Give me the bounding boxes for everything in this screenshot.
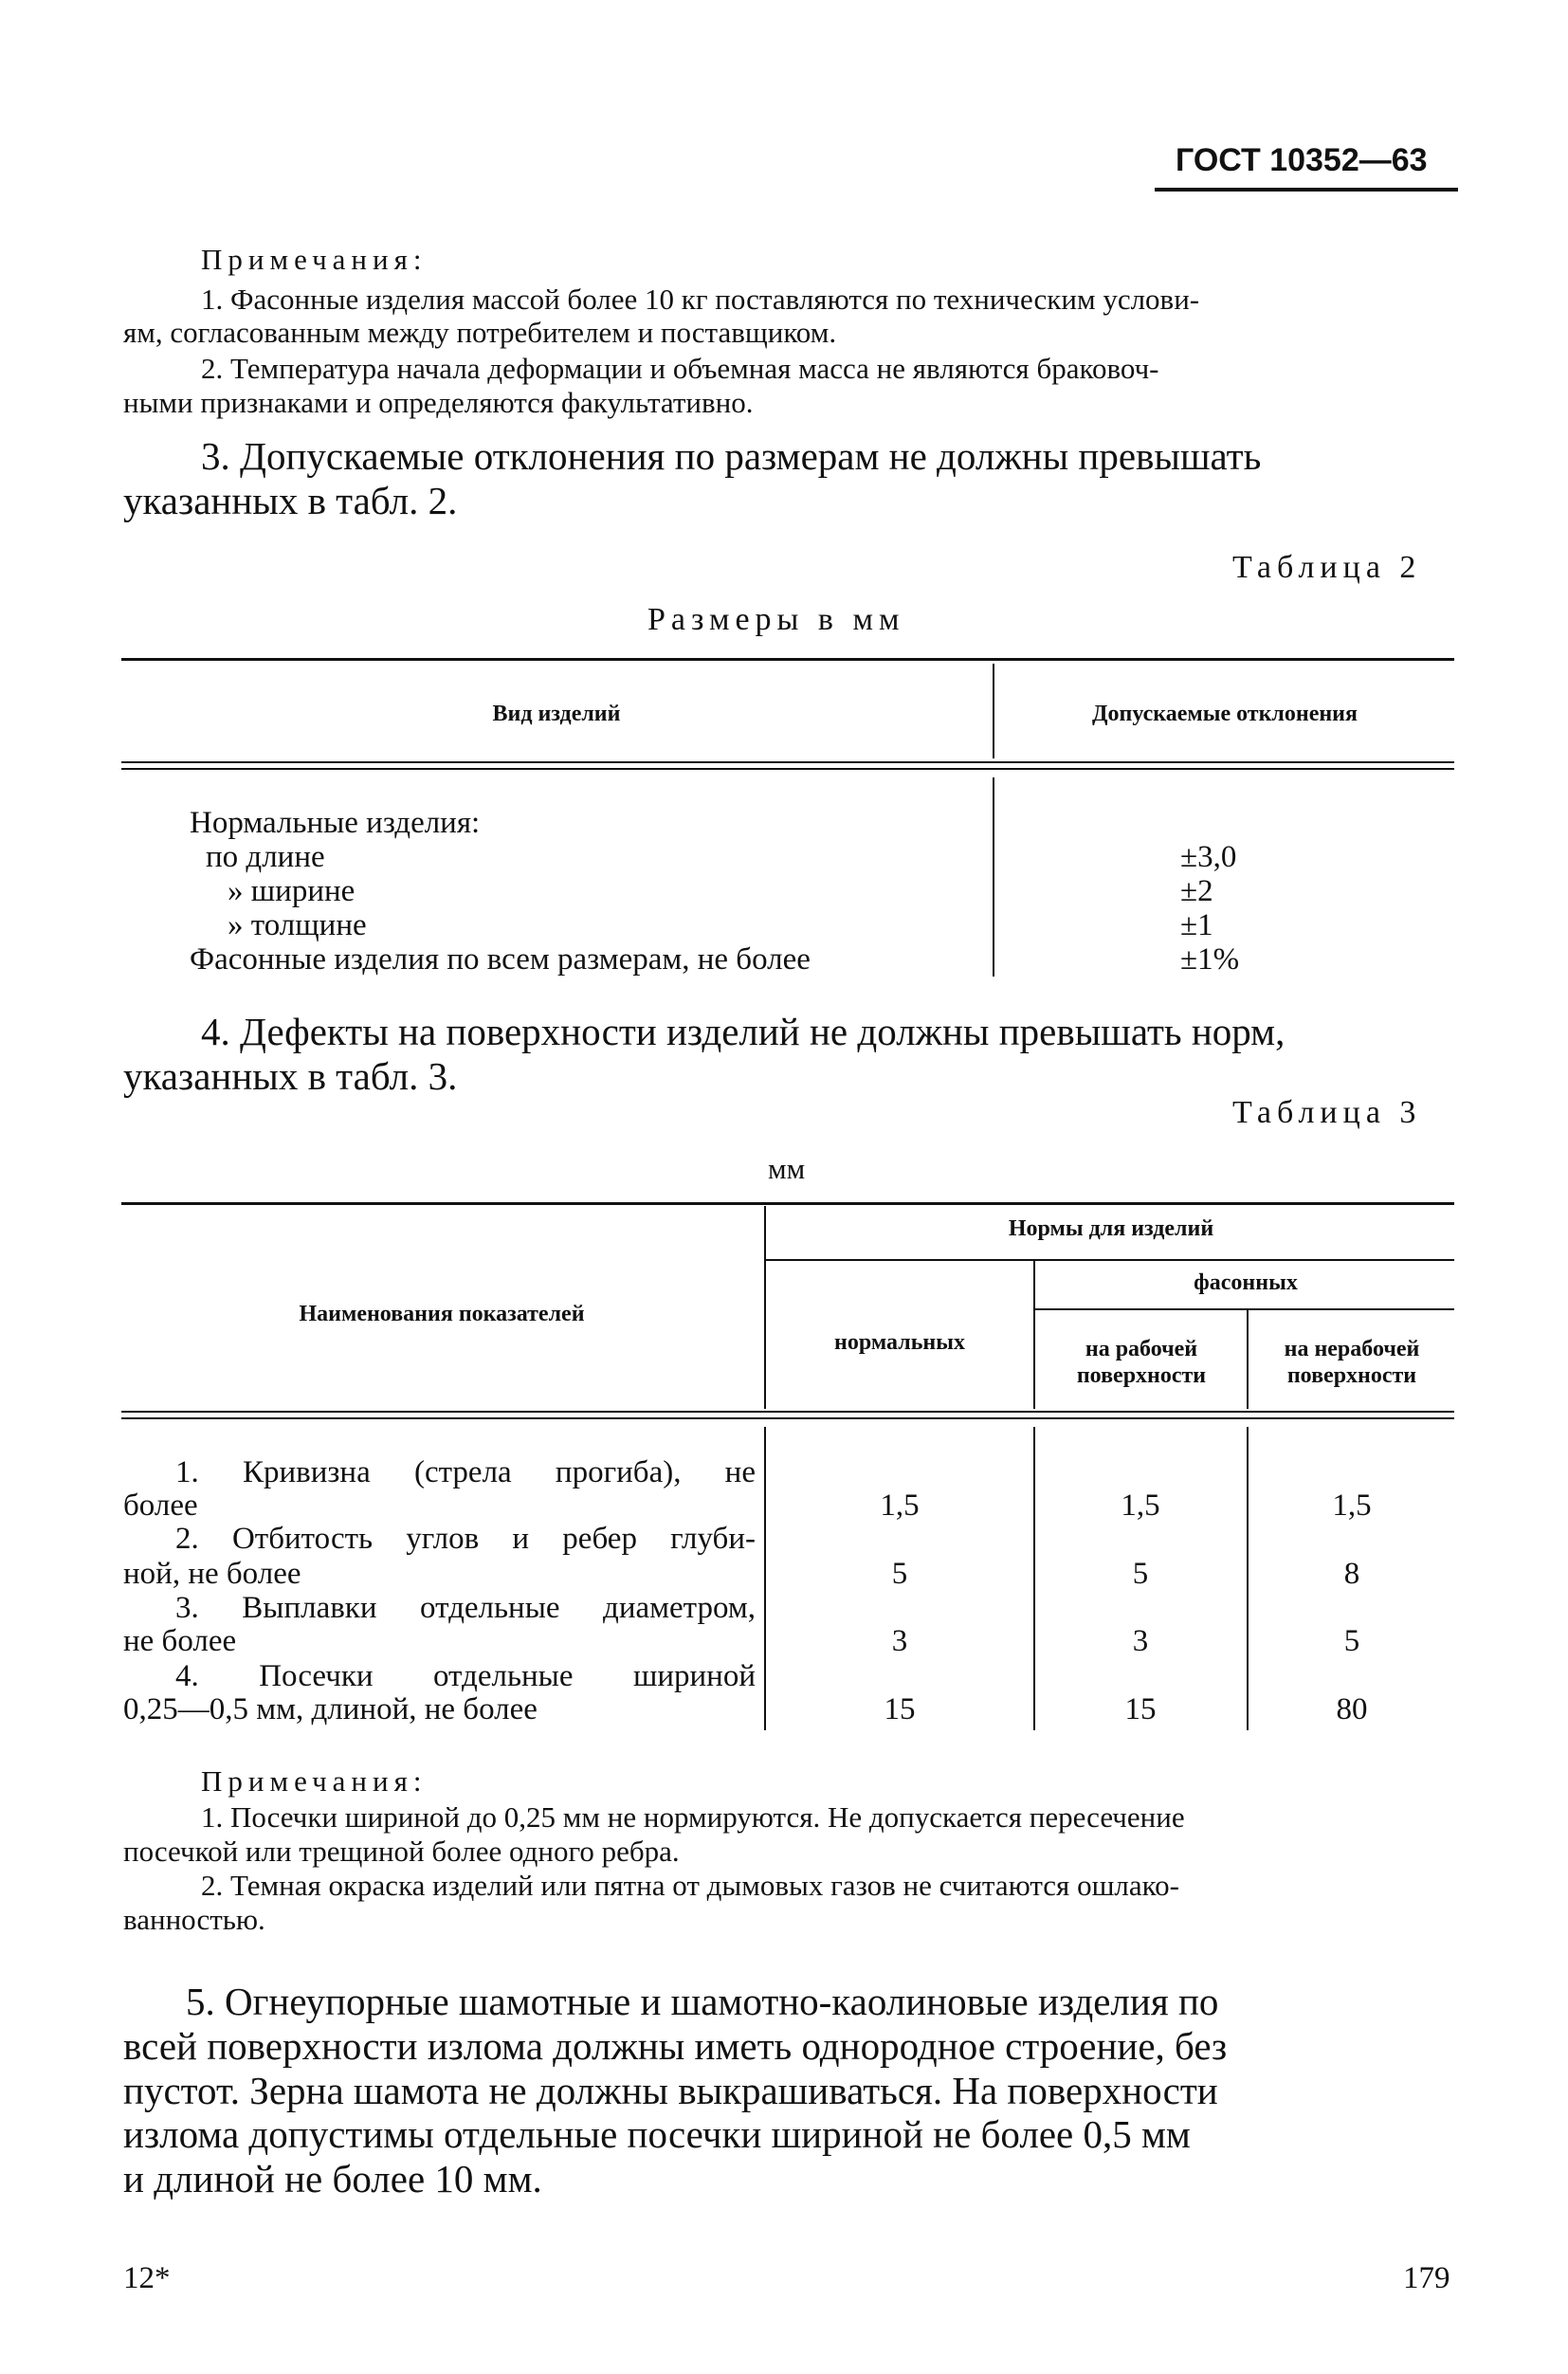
clause5-line2: всей поверхности излома должны иметь однородное строение, без [123,2024,1228,2068]
table2-units: Размеры в мм [647,602,905,637]
table3-row-work-3: 3 [1132,1624,1149,1658]
clause3-line1: 3. Допускаемые отклонения по размерам не должны превышать [201,434,1262,478]
table3-work-divider [1247,1310,1249,1409]
table2-row-value-2: ±2 [1180,874,1213,908]
table3-row-work-2: 5 [1132,1557,1149,1591]
notes1-item2-line2: ными признаками и определяются факультативно. [123,386,754,419]
table2-header-rule-a [121,761,1454,763]
table3-row-nonwork-2: 8 [1343,1557,1360,1591]
table3-row-name-2-line1: 2. Отбитость углов и ребер глуби- [175,1522,756,1556]
table3-row-work-4: 15 [1124,1692,1157,1726]
table2-row-label-3: » толщине [228,908,367,942]
table2-row-value-1: ±3,0 [1180,840,1237,874]
clause5-line5: и длиной не более 10 мм. [123,2157,542,2201]
table2-row-label-2: » ширине [228,874,356,908]
notes2-item1-line1: 1. Посечки шириной до 0,25 мм не нормируются. Не допускается пересечение [201,1800,1185,1834]
notes2-item2-line1: 2. Темная окраска изделий или пятна от дымовых газов не считаются ошлако- [201,1869,1179,1902]
table3-col-nonwork-line1: на нерабочей [1284,1337,1420,1361]
table3-label: Таблица 3 [1232,1095,1422,1130]
document-code: ГОСТ 10352—63 [1176,142,1428,178]
table3-row-normal-1: 1,5 [880,1488,920,1523]
table2-header-rule-b [121,768,1454,770]
table3-body-divider-work [1247,1427,1249,1730]
table2-row-label-1: по длине [206,840,325,874]
table3-row-normal-3: 3 [891,1624,908,1658]
clause5-line1: 5. Огнеупорные шамотные и шамотно-каолиновые изделия по [186,1980,1219,2023]
page-number: 179 [1403,2261,1450,2295]
table3-col-normal-header: нормальных [834,1330,965,1355]
table3-top-rule [121,1202,1454,1205]
table2-col1-header: Вид изделий [492,702,621,726]
table3-row-nonwork-4: 80 [1336,1692,1368,1726]
notes2-title: Примечания: [201,1764,428,1798]
table3-row-name-1-line1: 1. Кривизна (стрела прогиба), не [175,1455,756,1489]
table3-row-name-1-line2: более [123,1488,198,1523]
table3-col-work-line1: на рабочей [1085,1337,1198,1361]
notes1-item1-line1: 1. Фасонные изделия массой более 10 кг поставляются по техническим услови- [201,283,1200,316]
notes1-title: Примечания: [201,243,428,276]
clause4-line1: 4. Дефекты на поверхности изделий не должны превышать норм, [201,1010,1285,1053]
table3-subgroup-header: фасонных [1194,1270,1298,1295]
table3-row-name-4-line1: 4. Посечки отдельные шириной [175,1659,756,1693]
table3-row-name-4-line2: 0,25—0,5 мм, длиной, не более [123,1692,538,1726]
table2-body-divider [993,777,994,977]
table2-header-divider [993,664,994,758]
table3-units: мм [768,1152,806,1185]
table2-row-value-3: ±1 [1180,908,1213,942]
clause5-line3: пустот. Зерна шамота не должны выкрашиваться. На поверхности [123,2069,1218,2112]
table2-top-rule [121,658,1454,661]
clause5-line4: излома допустимы отдельные посечки шириной не более 0,5 мм [123,2112,1191,2156]
notes1-item2-line1: 2. Температура начала деформации и объемная масса не являются браковоч- [201,352,1159,385]
table3-header-rule-a [121,1411,1454,1413]
table3-row-name-3-line1: 3. Выплавки отдельные диаметром, [175,1591,756,1625]
clause4-line2: указанных в табл. 3. [123,1054,458,1098]
table3-name-divider [764,1206,766,1409]
table2-label: Таблица 2 [1232,550,1422,585]
table2-col2-header: Допускаемые отклонения [1092,702,1358,726]
notes2-item2-line2: ванностью. [123,1903,265,1936]
table3-col-nonwork-line2: поверхности [1286,1363,1417,1388]
clause3-line2: указанных в табл. 2. [123,479,458,522]
footer-signature-mark: 12* [123,2261,171,2295]
notes2-item1-line2: посечкой или трещиной более одного ребра. [123,1835,680,1868]
table3-normal-divider [1033,1261,1035,1409]
table2-row-label-4: Фасонные изделия по всем размерам, не более [190,942,811,977]
table3-row-name-3-line2: не более [123,1624,237,1658]
table3-subgroup-rule [1035,1308,1454,1310]
table3-group-header: Нормы для изделий [1008,1216,1214,1241]
table3-row-normal-4: 15 [884,1692,916,1726]
table2-row-label-0: Нормальные изделия: [190,806,481,840]
table3-row-normal-2: 5 [891,1557,908,1591]
table2-row-value-4: ±1% [1180,942,1240,977]
table3-col-work-line2: поверхности [1076,1363,1207,1388]
table3-row-work-1: 1,5 [1121,1488,1160,1523]
table3-row-name-2-line2: ной, не более [123,1557,301,1591]
header-rule [1155,188,1458,192]
table3-row-nonwork-3: 5 [1343,1624,1360,1658]
table3-header-rule-b [121,1417,1454,1419]
notes1-item1-line2: ям, согласованным между потребителем и поставщиком. [123,316,837,349]
table3-row-nonwork-1: 1,5 [1332,1488,1372,1523]
table3-group-rule [766,1259,1454,1261]
table3-col-name-header: Наименования показателей [299,1302,585,1326]
